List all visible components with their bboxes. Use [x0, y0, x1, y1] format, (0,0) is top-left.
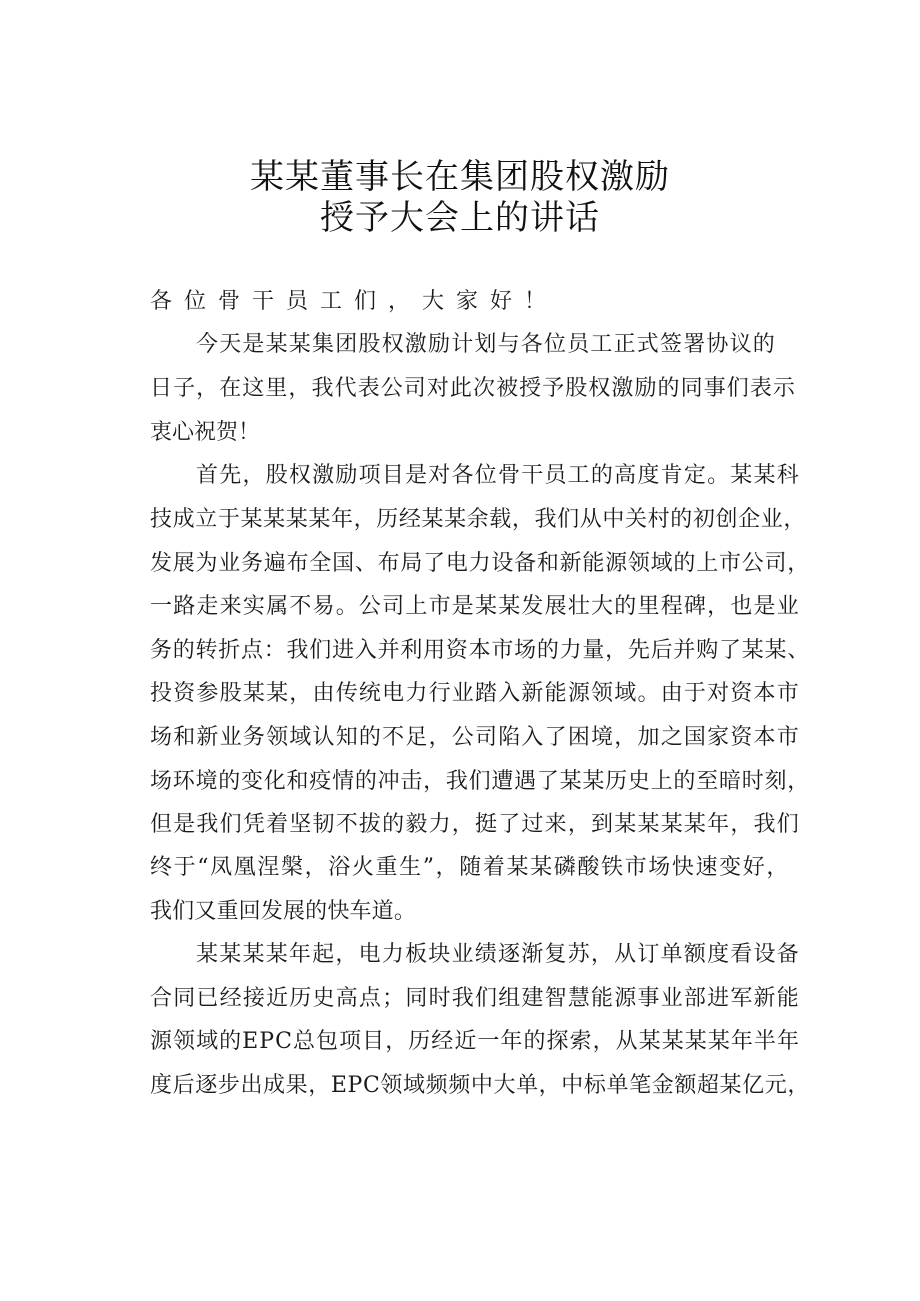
- body-line: 但是我们凭着坚韧不拔的毅力，挺了过来，到某某某某年，我们: [150, 812, 800, 837]
- body-line: 源领域的EPC总包项目，历经近一年的探索，从某某某某年半年: [150, 1029, 800, 1054]
- body-line: 合同已经接近历史高点；同时我们组建智慧能源事业部进军新能: [150, 986, 800, 1011]
- body-line: 发展为业务遍布全国、布局了电力设备和新能源领域的上市公司，: [150, 551, 810, 576]
- body-line: 务的转折点：我们进入并利用资本市场的力量，先后并购了某某、: [150, 638, 810, 663]
- body-line: 场环境的变化和疫情的冲击，我们遭遇了某某历史上的至暗时刻，: [150, 769, 810, 794]
- body-line: 我们又重回发展的快车道。: [150, 899, 416, 924]
- body-line: 技成立于某某某某年，历经某某余载，我们从中关村的初创企业，: [150, 507, 806, 532]
- body-line: 度后逐步出成果，EPC领域频频中大单，中标单笔金额超某亿元，: [150, 1073, 810, 1098]
- salutation-line: 各位骨干员工们，大家好！: [150, 289, 559, 314]
- body-line: 场和新业务领域认知的不足，公司陷入了困境，加之国家资本市: [150, 725, 800, 750]
- body-line: 首先，股权激励项目是对各位骨干员工的高度肯定。某某科: [196, 463, 800, 488]
- body-line: 今天是某某集团股权激励计划与各位员工正式签署协议的: [196, 332, 776, 357]
- body-line: 日子，在这里，我代表公司对此次被授予股权激励的同事们表示: [150, 376, 796, 401]
- body-line: 衷心祝贺！: [150, 420, 260, 445]
- document-title-line-1: 某某董事长在集团股权激励: [250, 157, 670, 197]
- body-line: 终于“凤凰涅槃，浴火重生”，随着某某磷酸铁市场快速变好，: [150, 855, 790, 880]
- document-title-line-2: 授予大会上的讲话: [320, 198, 600, 238]
- body-line: 一路走来实属不易。公司上市是某某发展壮大的里程碑，也是业: [150, 594, 800, 619]
- body-line: 投资参股某某，由传统电力行业踏入新能源领域。由于对资本市: [150, 681, 800, 706]
- body-line: 某某某某年起，电力板块业绩逐渐复苏，从订单额度看设备: [196, 942, 800, 967]
